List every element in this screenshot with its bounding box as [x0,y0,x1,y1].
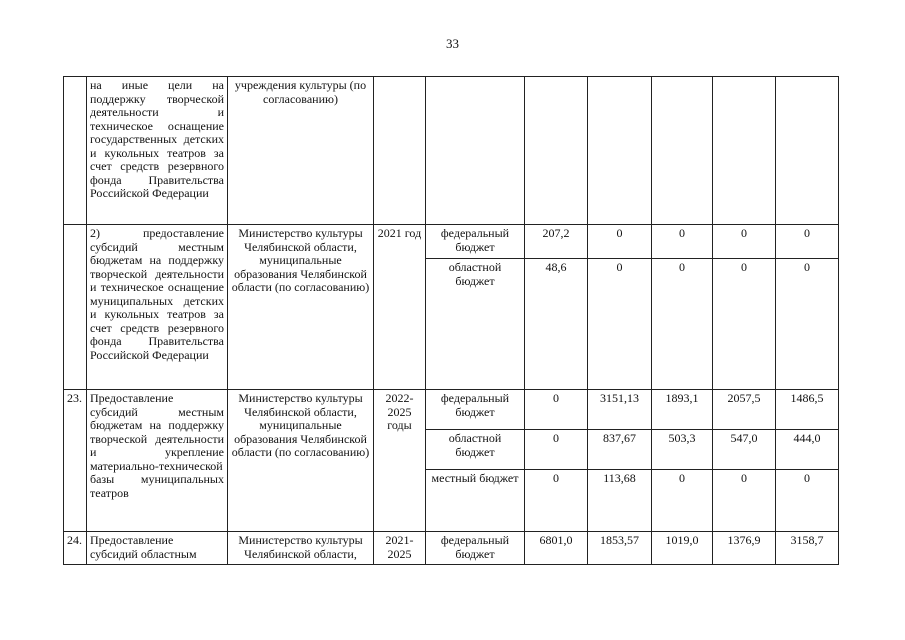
amount-cell: 0 [525,390,588,430]
funding-source: федеральный бюджет [426,532,525,565]
amount-cell: 0 [652,259,713,390]
measure-description: на иные цели на поддержку творческой деятельности и техническое оснащение государственных детских и кукольных театров за счет средств резервного фонда Правительства Российской Федерации [87,77,228,225]
amount-cell: 0 [588,259,652,390]
amount-cell: 503,3 [652,430,713,470]
amount-cell: 0 [776,470,839,532]
amount-cell: 3158,7 [776,532,839,565]
amount-cell: 1486,5 [776,390,839,430]
row-number: 23. [64,390,87,532]
amount-cell: 0 [776,259,839,390]
funding-source [426,77,525,225]
measure-description: 2) предоставление субсидий местным бюджетам на поддержку творческой деятельности и техническое оснащение муниципальных детских и кукольных театров за счет средств резервного фонда Правительства Российской Федерации [87,225,228,390]
table-row [64,390,839,430]
executor-cell: учреждения культуры (по согласованию) [228,77,374,225]
funding-source: областной бюджет [426,259,525,390]
amount-cell: 0 [776,225,839,259]
amount-cell [652,77,713,225]
funding-source: областной бюджет [426,430,525,470]
amount-cell: 0 [713,470,776,532]
row-number [64,77,87,225]
executor-cell: Министерство культуры Челябинской области, муниципальные образования Челябинской области (по согласованию) [228,225,374,390]
executor-cell: Министерство культуры Челябинской области, муниципальные образования Челябинской области (по согласованию) [228,390,374,532]
amount-cell [525,77,588,225]
period-cell [374,77,426,225]
period-cell: 2021 год [374,225,426,390]
funding-source: федеральный бюджет [426,225,525,259]
amount-cell: 1376,9 [713,532,776,565]
amount-cell [713,77,776,225]
amount-cell: 48,6 [525,259,588,390]
table-row [64,225,839,259]
amount-cell: 0 [713,225,776,259]
measure-description: Предоставление субсидий местным бюджетам на поддержку творческой деятельности и укрепление материально-технической базы муниципальных театров [87,390,228,532]
period-cell: 2022-2025 годы [374,390,426,532]
period-cell: 2021-2025 [374,532,426,565]
amount-cell: 0 [525,470,588,532]
funding-source: федеральный бюджет [426,390,525,430]
amount-cell: 2057,5 [713,390,776,430]
amount-cell: 444,0 [776,430,839,470]
amount-cell: 6801,0 [525,532,588,565]
row-number: 24. [64,532,87,565]
amount-cell: 3151,13 [588,390,652,430]
amount-cell: 0 [588,225,652,259]
amount-cell: 0 [525,430,588,470]
table-row [64,532,839,565]
amount-cell: 113,68 [588,470,652,532]
amount-cell: 0 [652,470,713,532]
page-number: 33 [446,36,459,51]
amount-cell [776,77,839,225]
amount-cell: 547,0 [713,430,776,470]
executor-cell: Министерство культуры Челябинской области, [228,532,374,565]
measure-description: Предоставление субсидий областным [87,532,228,565]
amount-cell: 0 [713,259,776,390]
amount-cell: 1019,0 [652,532,713,565]
table-row [64,77,839,225]
measures-table [63,76,839,565]
amount-cell: 1853,57 [588,532,652,565]
amount-cell [588,77,652,225]
amount-cell: 207,2 [525,225,588,259]
funding-source: местный бюджет [426,470,525,532]
amount-cell: 837,67 [588,430,652,470]
amount-cell: 0 [652,225,713,259]
amount-cell: 1893,1 [652,390,713,430]
row-number [64,225,87,390]
